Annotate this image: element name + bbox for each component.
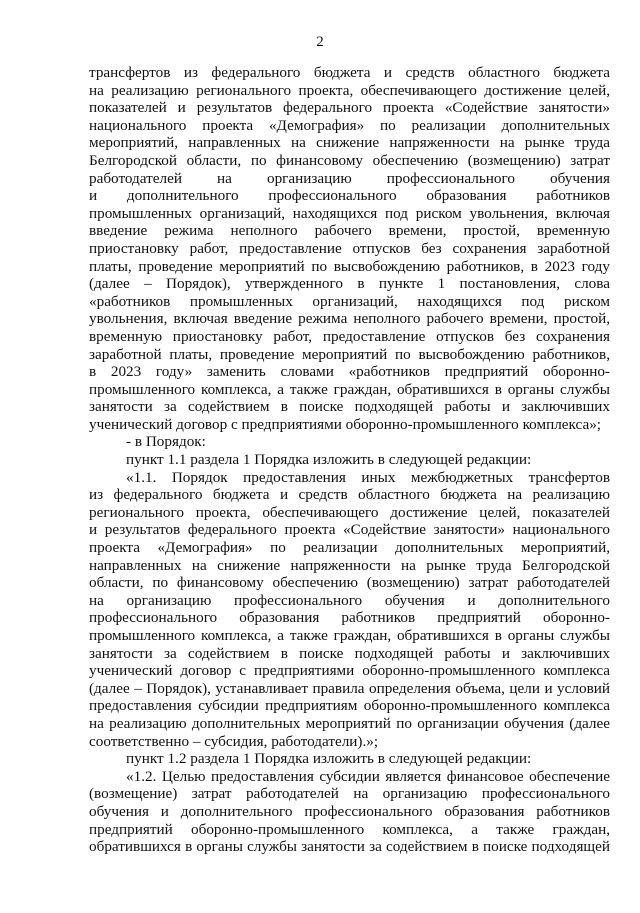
text-line: занятости за содействием в поиске подходящей работы и заключивших — [89, 398, 610, 416]
text-line: заработной платы, проведение мероприятий по высвобождению работников, — [89, 345, 610, 363]
document-body-text — [89, 64, 610, 856]
text-line: из федерального бюджета и средств областного бюджета на реализацию — [89, 486, 610, 504]
text-line: на реализацию дополнительных мероприятий по организации обучения (далее — [89, 714, 610, 732]
text-line: мероприятий, направленных на снижение напряженности на рынке труда — [89, 134, 610, 152]
text-line: «работников промышленных организаций, находящихся под риском — [89, 292, 610, 310]
text-line: приостановку работ, предоставление отпусков без сохранения заработной — [89, 239, 610, 257]
text-line: платы, проведение мероприятий по высвобождению работников, в 2023 году — [89, 257, 610, 275]
text-line: (далее – Порядок), устанавливает правила определения объема, цели и условий — [89, 679, 610, 697]
text-line: ученический договор с предприятиями оборонно-промышленного комплекса — [89, 662, 610, 680]
text-line: предприятий оборонно-промышленного комплекса, а также граждан, — [89, 820, 610, 838]
text-line: (далее – Порядок), утвержденного в пункте 1 постановления, слова — [89, 275, 610, 293]
text-line: работодателей на организацию профессионального обучения — [89, 169, 610, 187]
text-line: области, по финансовому обеспечению (возмещению) затрат работодателей — [89, 574, 610, 592]
text-line: промышленных организаций, находящихся под риском увольнения, включая — [89, 204, 610, 222]
text-line: промышленного комплекса, а также граждан, обратившихся в органы службы — [89, 627, 610, 644]
page-number: 2 — [316, 34, 324, 50]
text-line: профессионального образования работников предприятий оборонно- — [89, 609, 610, 627]
text-line: временную приостановку работ, предоставление отпусков без сохранения — [89, 327, 610, 345]
text-line: национального проекта «Демография» по реализации дополнительных — [89, 116, 610, 134]
text-line: пункт 1.1 раздела 1 Порядка изложить в следующей редакции: — [126, 451, 532, 469]
text-line: ученический договор с предприятиями оборонно-промышленного комплекса»; — [89, 415, 602, 433]
text-line: обучения и дополнительного профессионального образования работников — [89, 802, 610, 820]
text-line: промышленного комплекса, а также граждан, обратившихся в органы службы — [89, 380, 610, 398]
text-line: на реализацию регионального проекта, обеспечивающего достижение целей, — [89, 81, 610, 99]
text-line: «1.2. Целью предоставления субсидии является финансовое обеспечение — [126, 767, 610, 785]
text-line: занятости за содействием в поиске подходящей работы и заключивших — [89, 644, 610, 662]
text-line: пункт 1.2 раздела 1 Порядка изложить в следующей редакции: — [126, 750, 532, 768]
text-line: - в Порядок: — [126, 433, 206, 451]
text-line: введение режима неполного рабочего времени, простой, временную — [89, 222, 610, 240]
text-line: на организацию профессионального обучения и дополнительного — [89, 591, 610, 609]
text-line: регионального проекта, обеспечивающего достижение целей, показателей — [89, 503, 610, 521]
text-line: и дополнительного профессионального образования работников — [89, 187, 610, 205]
text-line: и результатов федерального проекта «Содействие занятости» национального — [89, 521, 610, 539]
text-line: обратившихся в органы службы занятости за содействием в поиске подходящей — [89, 838, 610, 856]
text-line: увольнения, включая введение режима неполного рабочего времени, простой, — [89, 310, 610, 328]
text-line: трансфертов из федерального бюджета и средств областного бюджета — [89, 64, 610, 81]
text-line: направленных на снижение напряженности на рынке труда Белгородской — [89, 556, 610, 574]
text-line: «1.1. Порядок предоставления иных межбюджетных трансфертов — [126, 468, 610, 486]
text-line: предоставления субсидии предприятиям оборонно-промышленного комплекса — [89, 697, 610, 715]
text-line: Белгородской области, по финансовому обеспечению (возмещению) затрат — [89, 151, 610, 169]
text-line: показателей и результатов федерального проекта «Содействие занятости» — [89, 99, 610, 117]
text-line: соответственно – субсидия, работодатели).»; — [89, 732, 379, 750]
text-line: проекта «Демография» по реализации дополнительных мероприятий, — [89, 539, 610, 557]
text-line: в 2023 году» заменить словами «работников предприятий оборонно- — [89, 363, 610, 381]
text-line: (возмещение) затрат работодателей на организацию профессионального — [89, 785, 610, 803]
